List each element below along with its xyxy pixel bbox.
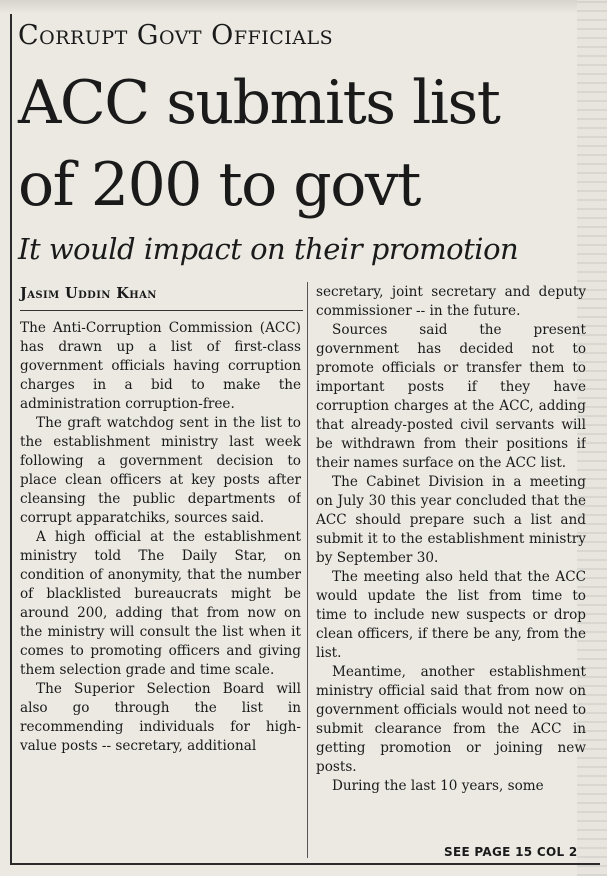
paragraph: Sources said the present government has decided not to promote officials or transfer them to important posts if they have corruption charges at the ACC, adding that already-posted civil servants will be withdrawn from their positions if their names surface on the ACC list. — [316, 322, 586, 471]
paragraph: The Cabinet Division in a meeting on July 30 this year concluded that the ACC should prepare such a list and submit it to the establishment ministry by September 30. — [316, 474, 586, 566]
left-border-rule — [10, 14, 12, 864]
kicker: Corrupt Govt Officials — [18, 20, 334, 51]
paragraph: The Anti-Corruption Commission (ACC) has drawn up a list of first-class government officials having corruption charges in a bid to make the administration corruption-free. — [20, 320, 301, 412]
paragraph: The Superior Selection Board will also go through the list in recommending individuals for high-value posts -- secretary, additional — [20, 681, 301, 754]
body-column-right — [316, 283, 586, 843]
deck: It would impact on their promotion — [18, 232, 519, 266]
byline-rule — [20, 310, 303, 311]
paragraph: The graft watchdog sent in the list to the establishment ministry last week following a government decision to place clean officers at key posts after cleansing the public departments of corrupt apparatchiks, sources said. — [20, 415, 301, 526]
column-divider — [307, 282, 308, 858]
headline — [18, 62, 598, 226]
jump-line: SEE PAGE 15 COL 2 — [444, 845, 578, 859]
paragraph: Meantime, another establishment ministry official said that from now on government officials would not need to submit clearance from the ACC in getting promotion or joining new posts. — [316, 664, 586, 775]
headline-line-2: of 200 to govt — [18, 150, 420, 220]
paragraph: secretary, joint secretary and deputy commissioner -- in the future. — [316, 284, 586, 319]
byline: Jasim Uddin Khan — [20, 285, 157, 302]
page-top-edge — [0, 0, 607, 14]
headline-line-1: ACC submits list — [18, 68, 500, 138]
body-column-left — [20, 319, 301, 859]
paragraph: During the last 10 years, some — [332, 778, 544, 794]
paragraph: The meeting also held that the ACC would update the list from time to time to include new suspects or drop clean officers, if there be any, from the list. — [316, 569, 586, 661]
paragraph: A high official at the establishment ministry told The Daily Star, on condition of anonymity, that the number of blacklisted bureaucrats might be around 200, adding that from now on the ministry will consult the list when it comes to promoting officers and giving them selection grade and time scale. — [20, 529, 301, 678]
bottom-border-rule — [10, 863, 600, 865]
